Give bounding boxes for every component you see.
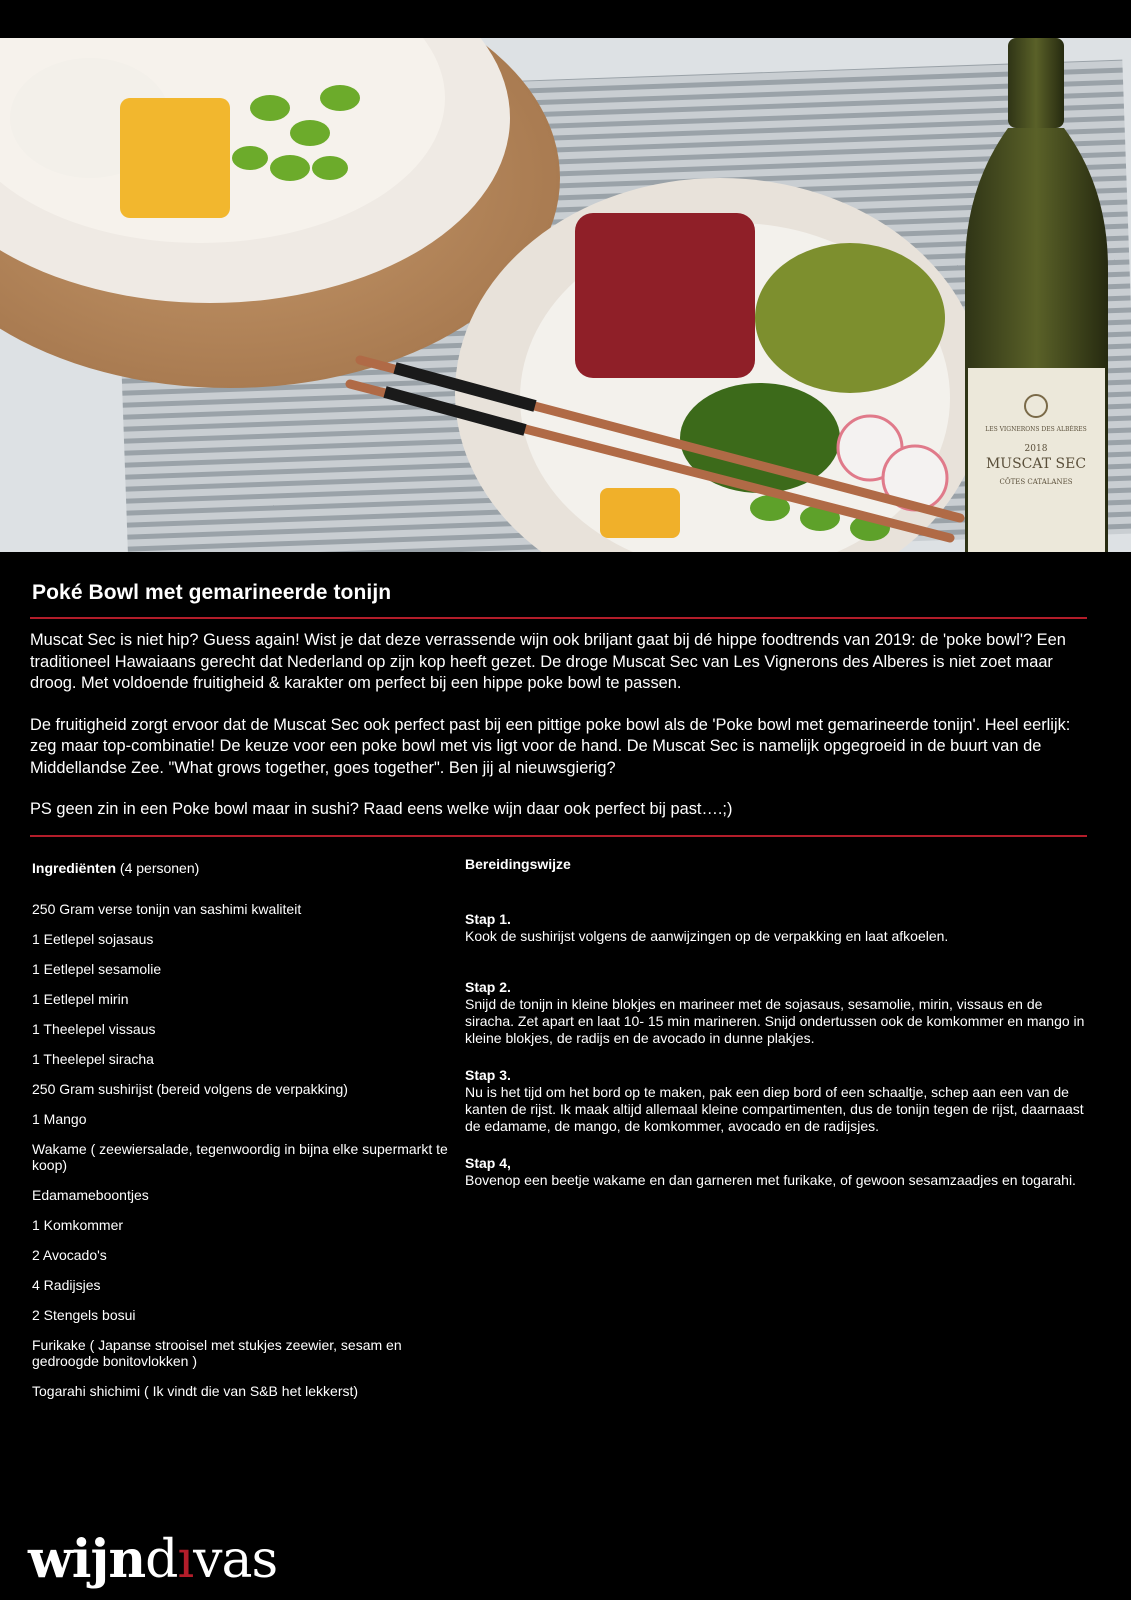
page-title: Poké Bowl met gemarineerde tonijn [32,581,392,604]
ingredient-item: 4 Radijsjes [32,1277,101,1293]
method-step [465,1155,1095,1189]
method-heading: Bereidingswijze [465,856,571,872]
intro-paragraph: De fruitigheid zorgt ervoor dat de Muscat Sec ook perfect past bij een pittige poke bowl als de 'Poke bowl met gemarineerde tonijn'. Heel eerlijk: zeg maar top-combinatie! De keuze voor een poke bowl met vis ligt voor de hand. De Muscat Sec is namelijk opgegroeid in de buurt van de Middellandse Zee. "What grows together, goes together". Ben jij al nieuwsgierig? [30,715,1071,777]
ingredient-item: 250 Gram verse tonijn van sashimi kwaliteit [32,901,302,917]
method-step [465,911,1095,945]
ingredient-item: 2 Avocado's [32,1247,107,1263]
tuna-cubes [575,213,755,378]
poke-bowl-illustration [0,38,1131,552]
ingredient-item: 1 Komkommer [32,1217,124,1233]
ingredient-item: Edamameboontjes [32,1187,149,1203]
ingredient-item: 1 Theelepel vissaus [32,1021,156,1037]
method-section [465,856,1095,1223]
ingredient-item: Furikake ( Japanse strooisel met stukjes zeewier, sesam en gedroogde bonitovlokken ) [32,1337,402,1369]
ingredient-item: 2 Stengels bosui [32,1307,136,1323]
hero-photo [0,38,1131,552]
logo-i: ı [177,1530,194,1590]
ingredients-title: Ingrediënten [32,860,117,876]
logo-wijn: wijn [28,1529,146,1590]
step-text: Bovenop een beetje wakame en dan garneren met furikake, of gewoon sesamzaadjes en togarahi. [465,1172,1076,1188]
method-step [465,979,1095,1047]
bottle-region: CÔTES CATALANES [999,478,1073,486]
intro-text [30,630,1090,841]
ingredient-item: 1 Eetlepel mirin [32,991,129,1007]
step-text: Snijd de tonijn in kleine blokjes en marineer met de sojasaus, sesamolie, mirin, vissaus en de siracha. Zet apart en laat 10- 15 min marineren. Snijd ondertussen ook de komkommer en mango in kleine blokjes, de radijs en de avocado in dunne plakjes. [465,996,1085,1046]
step-label: Stap 4, [465,1155,511,1171]
ingredient-item: Wakame ( zeewiersalade, tegenwoordig in bijna elke supermarkt te koop) [32,1141,448,1173]
ingredients-list [32,901,452,1399]
divider-top [30,617,1087,619]
step-label: Stap 3. [465,1067,511,1083]
bottle-maker: LES VIGNERONS DES ALBÈRES [985,426,1087,433]
method-step [465,1067,1095,1135]
wijndivas-logo [28,1529,278,1590]
step-label: Stap 2. [465,979,511,995]
intro-paragraph: PS geen zin in een Poke bowl maar in sushi? Raad eens welke wijn daar ook perfect bij past….;) [30,800,733,818]
step-label: Stap 1. [465,911,511,927]
logo-d: d [145,1530,178,1590]
step-text: Kook de sushirijst volgens de aanwijzingen op de verpakking en laat afkoelen. [465,928,949,944]
logo-vas: vas [193,1530,278,1590]
ingredient-item: 1 Theelepel siracha [32,1051,154,1067]
ingredient-item: 250 Gram sushirijst (bereid volgens de verpakking) [32,1081,348,1097]
ingredient-item: 1 Eetlepel sesamolie [32,961,162,977]
ingredient-item: 1 Eetlepel sojasaus [32,931,154,947]
step-text: Nu is het tijd om het bord op te maken, pak een diep bord of een schaaltje, schep aan een van de kanten de rijst. Ik maak altijd allemaal kleine compartimenten, dus de tonijn tegen de rijst, daarnaast de edamame, de mango, de komkommer, avocado en de radijsjes. [465,1084,1084,1134]
ingredients-persons: (4 personen) [119,860,200,876]
ingredients-section [32,860,452,1413]
divider-bottom [30,835,1087,837]
ingredients-heading [32,860,452,876]
ingredient-item: 1 Mango [32,1111,87,1127]
bottle-name: MUSCAT SEC [985,456,1087,472]
intro-paragraph: Muscat Sec is niet hip? Guess again! Wist je dat deze verrassende wijn ook briljant gaat bij dé hippe foodtrends van 2019: de 'poke bowl'? Een traditioneel Hawaiaans gerecht dat Nederland op zijn kop heeft gezet. De droge Muscat Sec van Les Vignerons des Alberes is niet zoet maar droog. Met voldoende fruitigheid & karakter om perfect bij een hippe poke bowl te passen. [30,631,1066,692]
bottle-year: 2018 [1024,444,1048,454]
ingredient-item: Togarahi shichimi ( Ik vindt die van S&B het lekkerst) [32,1383,359,1399]
